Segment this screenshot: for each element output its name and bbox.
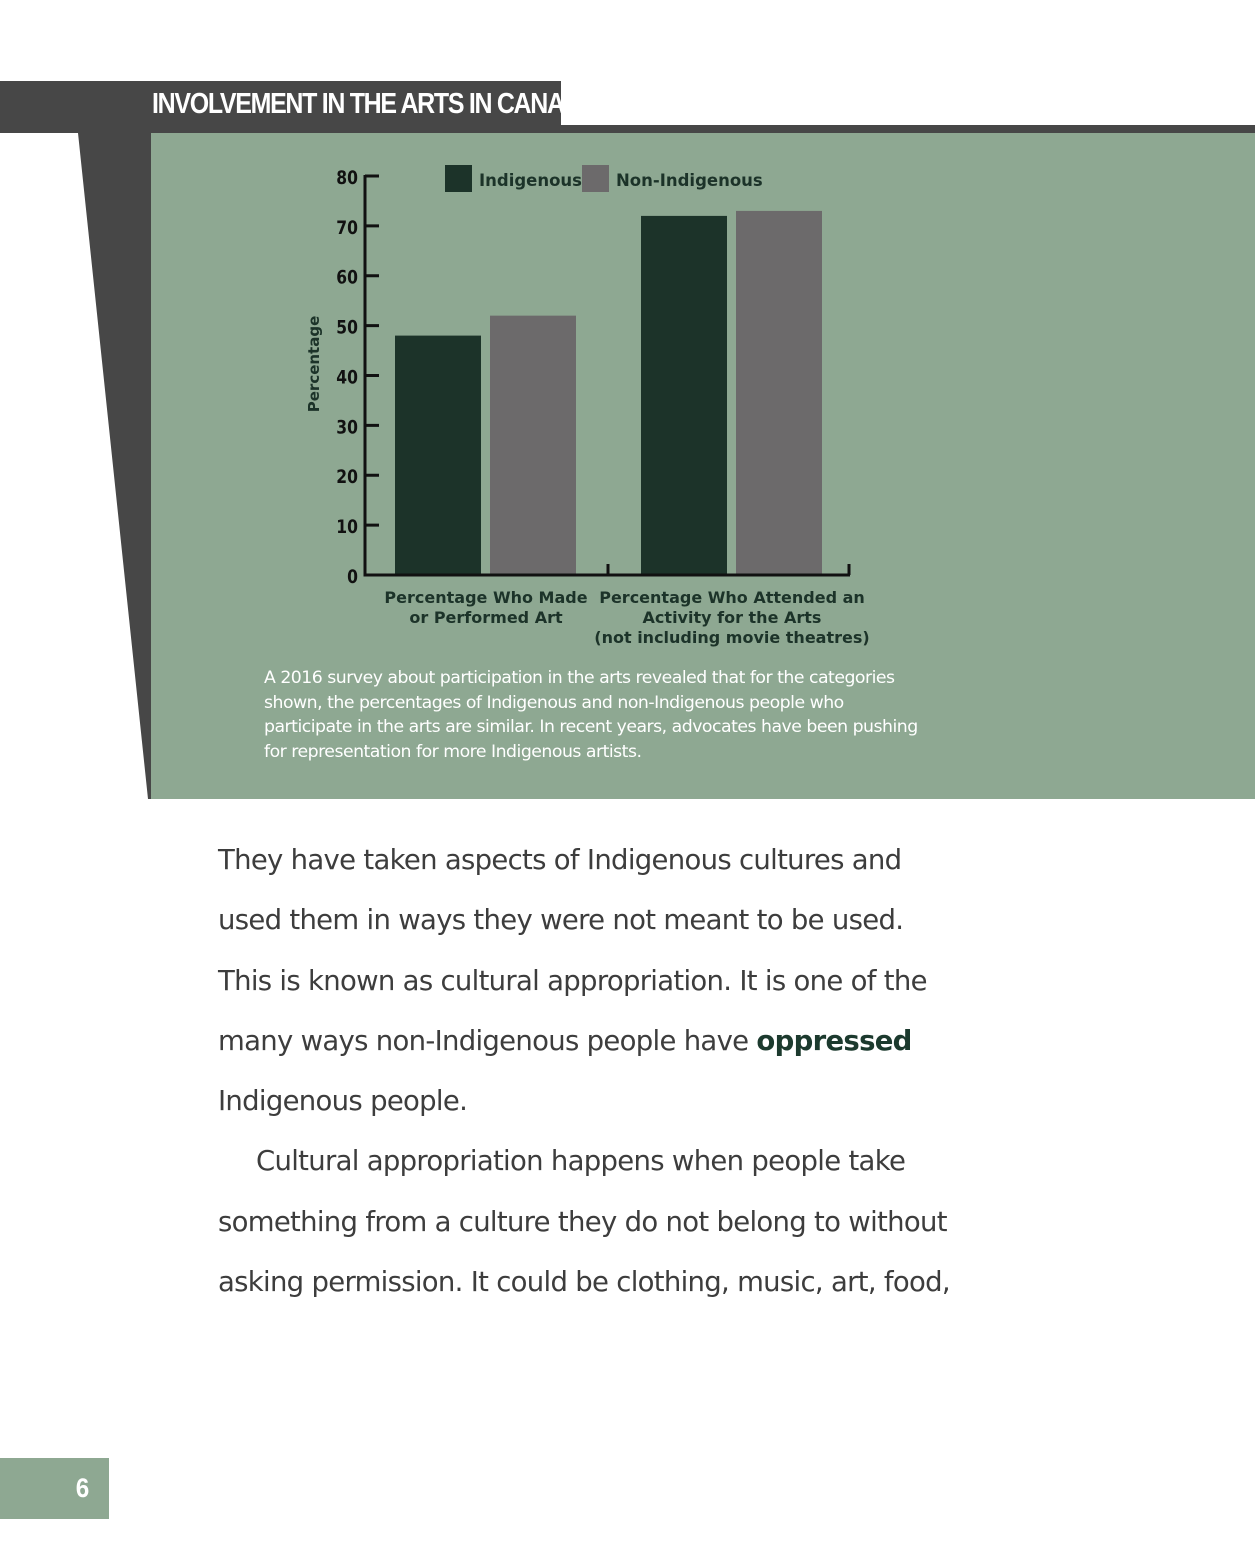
x-category-label-0-1: or Performed Art <box>409 608 563 627</box>
page-title: INVOLVEMENT IN THE ARTS IN CANADA <box>152 88 598 120</box>
x-category-label-1-0: Percentage Who Attended an <box>599 588 865 607</box>
bars-group <box>395 211 822 575</box>
bar-indigenous-1 <box>641 216 727 575</box>
y-tick-label-70: 70 <box>336 217 358 240</box>
legend <box>445 165 763 192</box>
body-line: This is known as cultural appropriation. It is one of the <box>218 964 927 997</box>
body-line: Cultural appropriation happens when people take <box>256 1145 906 1178</box>
legend-label-0: Indigenous <box>479 171 583 190</box>
y-axis-label: Percentage <box>305 315 323 413</box>
legend-swatch-0 <box>445 165 472 192</box>
x-category-label-1-2: (not including movie theatres) <box>594 628 870 647</box>
y-tick-label-10: 10 <box>336 516 358 539</box>
y-tick-label-0: 0 <box>347 566 358 589</box>
y-tick-label-40: 40 <box>336 367 358 389</box>
body-line: They have taken aspects of Indigenous cultures and <box>218 844 902 876</box>
glossary-term-oppressed[interactable]: oppressed <box>756 1024 912 1057</box>
y-tick-label-60: 60 <box>336 267 358 290</box>
legend-swatch-1 <box>582 165 609 192</box>
page-number-tab <box>0 1458 109 1519</box>
body-line-text: many ways non-Indigenous people have <box>218 1024 757 1057</box>
x-axis-labels <box>384 588 869 647</box>
legend-label-1: Non-Indigenous <box>616 171 763 190</box>
body-text <box>218 830 978 1312</box>
body-line <box>218 1011 978 1071</box>
body-line: asking permission. It could be clothing, music, art, food, <box>218 1266 950 1299</box>
bar-non-indigenous-0 <box>490 316 576 575</box>
bar-non-indigenous-1 <box>736 211 822 575</box>
body-line: something from a culture they do not belong to without <box>218 1205 947 1238</box>
bar-chart <box>280 150 900 650</box>
page-number: 6 <box>75 1473 90 1503</box>
chart-caption: A 2016 survey about participation in the arts revealed that for the categories shown, the percentages of Indigenous and non-Indigenous people who participate in the arts are similar. In recent years, advocates have been pushing for representation for more Indigenous artists. <box>264 668 918 762</box>
body-line: used them in ways they were not meant to be used. <box>218 904 904 937</box>
x-category-label-0-0: Percentage Who Made <box>384 588 588 607</box>
y-tick-label-30: 30 <box>336 416 358 439</box>
y-tick-label-50: 50 <box>336 317 358 340</box>
bar-indigenous-0 <box>395 336 481 575</box>
body-line: Indigenous people. <box>218 1085 468 1118</box>
y-tick-label-80: 80 <box>336 167 358 190</box>
x-category-label-1-1: Activity for the Arts <box>642 608 822 627</box>
y-tick-label-20: 20 <box>336 466 358 489</box>
